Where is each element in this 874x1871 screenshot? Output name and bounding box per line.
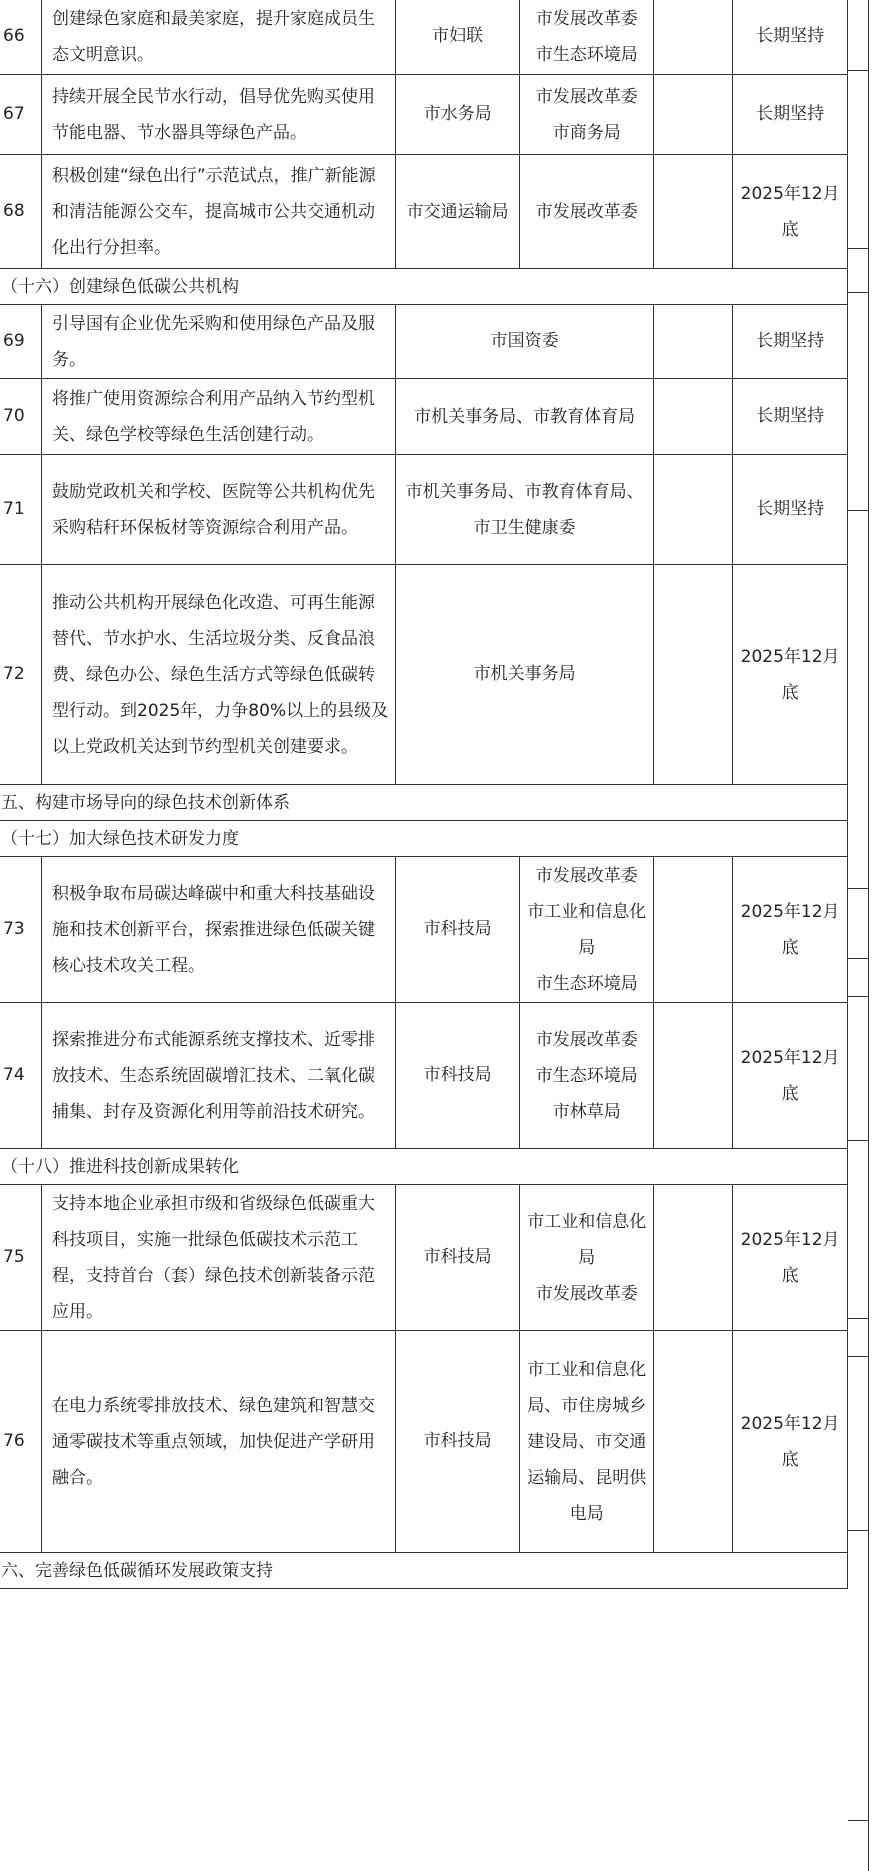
task-description: 创建绿色家庭和最美家庭，提升家庭成员生态文明意识。 (42, 0, 396, 75)
task-description: 在电力系统零排放技术、绿色建筑和智慧交通零碳技术等重点领域，加快促进产学研用融合。 (42, 1331, 396, 1553)
lead-department: 市科技局 (395, 1331, 519, 1553)
lead-department: 市交通运输局 (395, 155, 519, 269)
table-row (0, 305, 848, 379)
table-row (0, 0, 848, 75)
deadline: 长期坚持 (733, 379, 848, 455)
row-number: 72 (0, 565, 42, 785)
responsible-department: 市国资委 (395, 305, 653, 379)
adjacent-row-line (848, 1530, 868, 1531)
section-heading: （十六）创建绿色低碳公共机构 (0, 269, 848, 305)
deadline: 2025年12月底 (733, 155, 848, 269)
row-number: 69 (0, 305, 42, 379)
table-row (0, 1003, 848, 1149)
table-row (0, 1331, 848, 1553)
section-row (0, 1553, 848, 1589)
cooperating-departments: 市工业和信息化局、市住房城乡建设局、市交通运输局、昆明供电局 (520, 1331, 654, 1553)
lead-department: 市科技局 (395, 857, 519, 1003)
cooperating-departments: 市发展改革委 市商务局 (520, 75, 654, 155)
empty-cell (654, 379, 733, 455)
section-row (0, 269, 848, 305)
lead-department: 市妇联 (395, 0, 519, 75)
empty-cell (654, 1003, 733, 1149)
task-description: 推动公共机构开展绿色化改造、可再生能源替代、节水护水、生活垃圾分类、反食品浪费、绿色办公、绿色生活方式等绿色低碳转型行动。到2025年，力争80%以上的县级及以上党政机关达到节约型机关创建要求。 (42, 565, 396, 785)
adjacent-row-line (848, 1318, 868, 1319)
adjacent-row-line (848, 510, 868, 511)
task-description: 引导国有企业优先采购和使用绿色产品及服务。 (42, 305, 396, 379)
table-row (0, 565, 848, 785)
row-number: 67 (0, 75, 42, 155)
adjacent-page-edge (868, 0, 874, 1871)
deadline: 2025年12月底 (733, 1003, 848, 1149)
row-number: 76 (0, 1331, 42, 1553)
row-number: 73 (0, 857, 42, 1003)
adjacent-row-line (848, 1356, 868, 1357)
lead-department: 市科技局 (395, 1003, 519, 1149)
adjacent-row-line (848, 248, 868, 249)
cooperating-departments: 市发展改革委 市工业和信息化局 市生态环境局 (520, 857, 654, 1003)
task-description: 积极争取布局碳达峰碳中和重大科技基础设施和技术创新平台，探索推进绿色低碳关键核心技术攻关工程。 (42, 857, 396, 1003)
cooperating-departments: 市发展改革委 市生态环境局 市林草局 (520, 1003, 654, 1149)
task-description: 将推广使用资源综合利用产品纳入节约型机关、绿色学校等绿色生活创建行动。 (42, 379, 396, 455)
deadline: 长期坚持 (733, 455, 848, 565)
empty-cell (654, 1331, 733, 1553)
empty-cell (654, 305, 733, 379)
empty-cell (654, 565, 733, 785)
deadline: 2025年12月底 (733, 1185, 848, 1331)
row-number: 74 (0, 1003, 42, 1149)
deadline: 2025年12月底 (733, 1331, 848, 1553)
empty-cell (654, 155, 733, 269)
deadline: 长期坚持 (733, 75, 848, 155)
task-description: 持续开展全民节水行动，倡导优先购买使用节能电器、节水器具等绿色产品。 (42, 75, 396, 155)
table-row (0, 857, 848, 1003)
row-number: 66 (0, 0, 42, 75)
chapter-heading: 五、构建市场导向的绿色技术创新体系 (0, 785, 848, 821)
adjacent-row-line (848, 70, 868, 71)
section-heading: （十八）推进科技创新成果转化 (0, 1149, 848, 1185)
empty-cell (654, 0, 733, 75)
empty-cell (654, 857, 733, 1003)
cooperating-departments: 市发展改革委 市生态环境局 (520, 0, 654, 75)
section-heading: （十七）加大绿色技术研发力度 (0, 821, 848, 857)
empty-cell (654, 1185, 733, 1331)
adjacent-row-line (848, 1820, 868, 1821)
responsible-department: 市机关事务局、市教育体育局、市卫生健康委 (395, 455, 653, 565)
table-row (0, 75, 848, 155)
lead-department: 市科技局 (395, 1185, 519, 1331)
row-number: 70 (0, 379, 42, 455)
responsible-department: 市机关事务局 (395, 565, 653, 785)
empty-cell (654, 455, 733, 565)
deadline: 2025年12月底 (733, 565, 848, 785)
lead-department: 市水务局 (395, 75, 519, 155)
deadline: 2025年12月底 (733, 857, 848, 1003)
table-row (0, 455, 848, 565)
adjacent-row-line (848, 996, 868, 997)
task-description: 鼓励党政机关和学校、医院等公共机构优先采购秸秆环保板材等资源综合利用产品。 (42, 455, 396, 565)
section-row (0, 821, 848, 857)
chapter-heading: 六、完善绿色低碳循环发展政策支持 (0, 1553, 848, 1589)
table-row (0, 155, 848, 269)
cooperating-departments: 市工业和信息化局 市发展改革委 (520, 1185, 654, 1331)
table-row (0, 379, 848, 455)
adjacent-row-line (848, 888, 868, 889)
cooperating-departments: 市发展改革委 (520, 155, 654, 269)
table-row (0, 1185, 848, 1331)
row-number: 71 (0, 455, 42, 565)
deadline: 长期坚持 (733, 0, 848, 75)
empty-cell (654, 75, 733, 155)
adjacent-row-line (848, 958, 868, 959)
row-number: 75 (0, 1185, 42, 1331)
adjacent-row-line (848, 292, 868, 293)
task-description: 积极创建“绿色出行”示范试点，推广新能源和清洁能源公交车，提高城市公共交通机动化出行分担率。 (42, 155, 396, 269)
responsible-department: 市机关事务局、市教育体育局 (395, 379, 653, 455)
task-description: 支持本地企业承担市级和省级绿色低碳重大科技项目，实施一批绿色低碳技术示范工程，支持首台（套）绿色技术创新装备示范应用。 (42, 1185, 396, 1331)
section-row (0, 1149, 848, 1185)
row-number: 68 (0, 155, 42, 269)
section-row (0, 785, 848, 821)
task-description: 探索推进分布式能源系统支撑技术、近零排放技术、生态系统固碳增汇技术、二氧化碳捕集、封存及资源化利用等前沿技术研究。 (42, 1003, 396, 1149)
adjacent-row-line (848, 1140, 868, 1141)
deadline: 长期坚持 (733, 305, 848, 379)
